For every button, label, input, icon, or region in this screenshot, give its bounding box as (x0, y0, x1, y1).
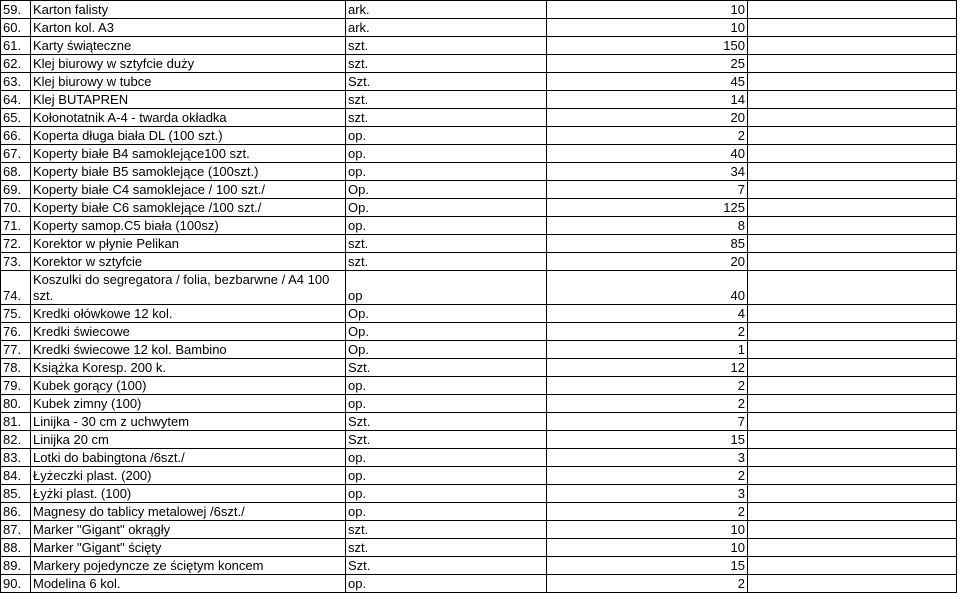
unit-cell: op. (346, 127, 547, 145)
row-number-cell: 59. (1, 1, 31, 19)
row-number-cell: 60. (1, 19, 31, 37)
unit-cell: op. (346, 145, 547, 163)
row-number-cell: 61. (1, 37, 31, 55)
item-name-cell: Karty świąteczne (31, 37, 346, 55)
unit-cell: op. (346, 395, 547, 413)
quantity-cell: 40 (547, 271, 748, 305)
empty-cell (748, 539, 957, 557)
table-row (1, 413, 957, 431)
empty-cell (748, 19, 957, 37)
item-name-cell: Linijka 20 cm (31, 431, 346, 449)
row-number-cell: 62. (1, 55, 31, 73)
table-row (1, 575, 957, 593)
unit-cell: Op. (346, 341, 547, 359)
quantity-cell: 150 (547, 37, 748, 55)
table-row (1, 341, 957, 359)
quantity-cell: 3 (547, 449, 748, 467)
quantity-cell: 7 (547, 181, 748, 199)
item-name-cell: Klej BUTAPREN (31, 91, 346, 109)
item-name-cell: Koperta długa biała DL (100 szt.) (31, 127, 346, 145)
item-name-cell: Korektor w sztyfcie (31, 253, 346, 271)
empty-cell (748, 1, 957, 19)
table-row (1, 109, 957, 127)
quantity-cell: 34 (547, 163, 748, 181)
table-row (1, 91, 957, 109)
empty-cell (748, 37, 957, 55)
table-row (1, 181, 957, 199)
table-row (1, 377, 957, 395)
row-number-cell: 86. (1, 503, 31, 521)
row-number-cell: 73. (1, 253, 31, 271)
table-row (1, 217, 957, 235)
unit-cell: Op. (346, 323, 547, 341)
row-number-cell: 67. (1, 145, 31, 163)
item-name-cell: Karton falisty (31, 1, 346, 19)
unit-cell: op. (346, 163, 547, 181)
empty-cell (748, 521, 957, 539)
empty-cell (748, 359, 957, 377)
quantity-cell: 1 (547, 341, 748, 359)
empty-cell (748, 199, 957, 217)
empty-cell (748, 467, 957, 485)
quantity-cell: 10 (547, 19, 748, 37)
quantity-cell: 20 (547, 109, 748, 127)
item-name-cell: Lotki do babingtona /6szt./ (31, 449, 346, 467)
empty-cell (748, 485, 957, 503)
item-name-cell: Koszulki do segregatora / folia, bezbarwne / A4 100 szt. (31, 271, 346, 305)
item-name-cell: Klej biurowy w sztyfcie duży (31, 55, 346, 73)
row-number-cell: 76. (1, 323, 31, 341)
unit-cell: op. (346, 449, 547, 467)
item-name-cell: Marker "Gigant" ścięty (31, 539, 346, 557)
empty-cell (748, 575, 957, 593)
unit-cell: szt. (346, 253, 547, 271)
row-number-cell: 87. (1, 521, 31, 539)
empty-cell (748, 431, 957, 449)
item-name-cell: Kredki świecowe 12 kol. Bambino (31, 341, 346, 359)
unit-cell: szt. (346, 37, 547, 55)
quantity-cell: 85 (547, 235, 748, 253)
row-number-cell: 82. (1, 431, 31, 449)
item-name-cell: Kubek zimny (100) (31, 395, 346, 413)
unit-cell: Szt. (346, 413, 547, 431)
row-number-cell: 64. (1, 91, 31, 109)
quantity-cell: 40 (547, 145, 748, 163)
empty-cell (748, 305, 957, 323)
quantity-cell: 8 (547, 217, 748, 235)
table-row (1, 485, 957, 503)
table-row (1, 127, 957, 145)
unit-cell: op. (346, 467, 547, 485)
empty-cell (748, 109, 957, 127)
row-number-cell: 69. (1, 181, 31, 199)
item-name-cell: Koperty białe B5 samoklejące (100szt.) (31, 163, 346, 181)
item-name-cell: Koperty białe C4 samoklejace / 100 szt./ (31, 181, 346, 199)
empty-cell (748, 341, 957, 359)
empty-cell (748, 449, 957, 467)
table-row (1, 199, 957, 217)
quantity-cell: 25 (547, 55, 748, 73)
empty-cell (748, 377, 957, 395)
items-table-body (1, 1, 957, 593)
unit-cell: op. (346, 217, 547, 235)
item-name-cell: Koperty białe B4 samoklejące100 szt. (31, 145, 346, 163)
empty-cell (748, 395, 957, 413)
quantity-cell: 10 (547, 1, 748, 19)
unit-cell: szt. (346, 91, 547, 109)
row-number-cell: 79. (1, 377, 31, 395)
row-number-cell: 90. (1, 575, 31, 593)
unit-cell: Op. (346, 181, 547, 199)
unit-cell: ark. (346, 1, 547, 19)
empty-cell (748, 413, 957, 431)
item-name-cell: Markery pojedyncze ze ściętym koncem (31, 557, 346, 575)
row-number-cell: 77. (1, 341, 31, 359)
item-name-cell: Łyżeczki plast. (200) (31, 467, 346, 485)
table-row (1, 19, 957, 37)
table-row (1, 503, 957, 521)
table-row (1, 235, 957, 253)
row-number-cell: 85. (1, 485, 31, 503)
quantity-cell: 15 (547, 431, 748, 449)
unit-cell: Szt. (346, 557, 547, 575)
table-row (1, 467, 957, 485)
row-number-cell: 88. (1, 539, 31, 557)
table-row (1, 1, 957, 19)
unit-cell: szt. (346, 235, 547, 253)
unit-cell: Szt. (346, 359, 547, 377)
table-row (1, 305, 957, 323)
quantity-cell: 45 (547, 73, 748, 91)
empty-cell (748, 323, 957, 341)
item-name-cell: Linijka - 30 cm z uchwytem (31, 413, 346, 431)
row-number-cell: 63. (1, 73, 31, 91)
unit-cell: op. (346, 503, 547, 521)
empty-cell (748, 73, 957, 91)
item-name-cell: Koperty samop.C5 biała (100sz) (31, 217, 346, 235)
quantity-cell: 3 (547, 485, 748, 503)
empty-cell (748, 253, 957, 271)
empty-cell (748, 503, 957, 521)
table-row (1, 55, 957, 73)
unit-cell: Op. (346, 199, 547, 217)
table-row (1, 557, 957, 575)
row-number-cell: 70. (1, 199, 31, 217)
quantity-cell: 2 (547, 323, 748, 341)
item-name-cell: Kubek gorący (100) (31, 377, 346, 395)
empty-cell (748, 235, 957, 253)
empty-cell (748, 91, 957, 109)
unit-cell: ark. (346, 19, 547, 37)
quantity-cell: 2 (547, 377, 748, 395)
item-name-cell: Korektor w płynie Pelikan (31, 235, 346, 253)
quantity-cell: 2 (547, 575, 748, 593)
unit-cell: Op. (346, 305, 547, 323)
table-row (1, 521, 957, 539)
unit-cell: op (346, 271, 547, 305)
table-row (1, 539, 957, 557)
item-name-cell: Koperty białe C6 samoklejące /100 szt./ (31, 199, 346, 217)
table-row (1, 253, 957, 271)
unit-cell: op. (346, 377, 547, 395)
table-row (1, 271, 957, 305)
row-number-cell: 89. (1, 557, 31, 575)
item-name-cell: Magnesy do tablicy metalowej /6szt./ (31, 503, 346, 521)
empty-cell (748, 217, 957, 235)
quantity-cell: 2 (547, 127, 748, 145)
row-number-cell: 66. (1, 127, 31, 145)
quantity-cell: 2 (547, 395, 748, 413)
unit-cell: szt. (346, 521, 547, 539)
empty-cell (748, 127, 957, 145)
table-row (1, 73, 957, 91)
unit-cell: szt. (346, 539, 547, 557)
row-number-cell: 80. (1, 395, 31, 413)
empty-cell (748, 557, 957, 575)
row-number-cell: 68. (1, 163, 31, 181)
row-number-cell: 78. (1, 359, 31, 377)
quantity-cell: 7 (547, 413, 748, 431)
table-row (1, 449, 957, 467)
empty-cell (748, 181, 957, 199)
unit-cell: Szt. (346, 431, 547, 449)
unit-cell: szt. (346, 55, 547, 73)
row-number-cell: 81. (1, 413, 31, 431)
table-row (1, 359, 957, 377)
quantity-cell: 12 (547, 359, 748, 377)
quantity-cell: 10 (547, 539, 748, 557)
unit-cell: Szt. (346, 73, 547, 91)
quantity-cell: 125 (547, 199, 748, 217)
item-name-cell: Kredki świecowe (31, 323, 346, 341)
item-name-cell: Kredki ołówkowe 12 kol. (31, 305, 346, 323)
row-number-cell: 72. (1, 235, 31, 253)
row-number-cell: 84. (1, 467, 31, 485)
row-number-cell: 83. (1, 449, 31, 467)
item-name-cell: Książka Koresp. 200 k. (31, 359, 346, 377)
quantity-cell: 4 (547, 305, 748, 323)
row-number-cell: 74. (1, 271, 31, 305)
empty-cell (748, 163, 957, 181)
row-number-cell: 75. (1, 305, 31, 323)
item-name-cell: Klej biurowy w tubce (31, 73, 346, 91)
table-row (1, 431, 957, 449)
quantity-cell: 2 (547, 467, 748, 485)
item-name-cell: Marker "Gigant" okrągły (31, 521, 346, 539)
unit-cell: op. (346, 575, 547, 593)
empty-cell (748, 55, 957, 73)
unit-cell: op. (346, 485, 547, 503)
table-row (1, 145, 957, 163)
table-row (1, 163, 957, 181)
row-number-cell: 65. (1, 109, 31, 127)
table-row (1, 323, 957, 341)
row-number-cell: 71. (1, 217, 31, 235)
empty-cell (748, 145, 957, 163)
item-name-cell: Łyżki plast. (100) (31, 485, 346, 503)
item-name-cell: Kołonotatnik A-4 - twarda okładka (31, 109, 346, 127)
item-name-cell: Modelina 6 kol. (31, 575, 346, 593)
quantity-cell: 15 (547, 557, 748, 575)
table-row (1, 395, 957, 413)
quantity-cell: 2 (547, 503, 748, 521)
quantity-cell: 10 (547, 521, 748, 539)
quantity-cell: 14 (547, 91, 748, 109)
quantity-cell: 20 (547, 253, 748, 271)
item-name-cell: Karton kol. A3 (31, 19, 346, 37)
table-row (1, 37, 957, 55)
unit-cell: szt. (346, 109, 547, 127)
empty-cell (748, 271, 957, 305)
